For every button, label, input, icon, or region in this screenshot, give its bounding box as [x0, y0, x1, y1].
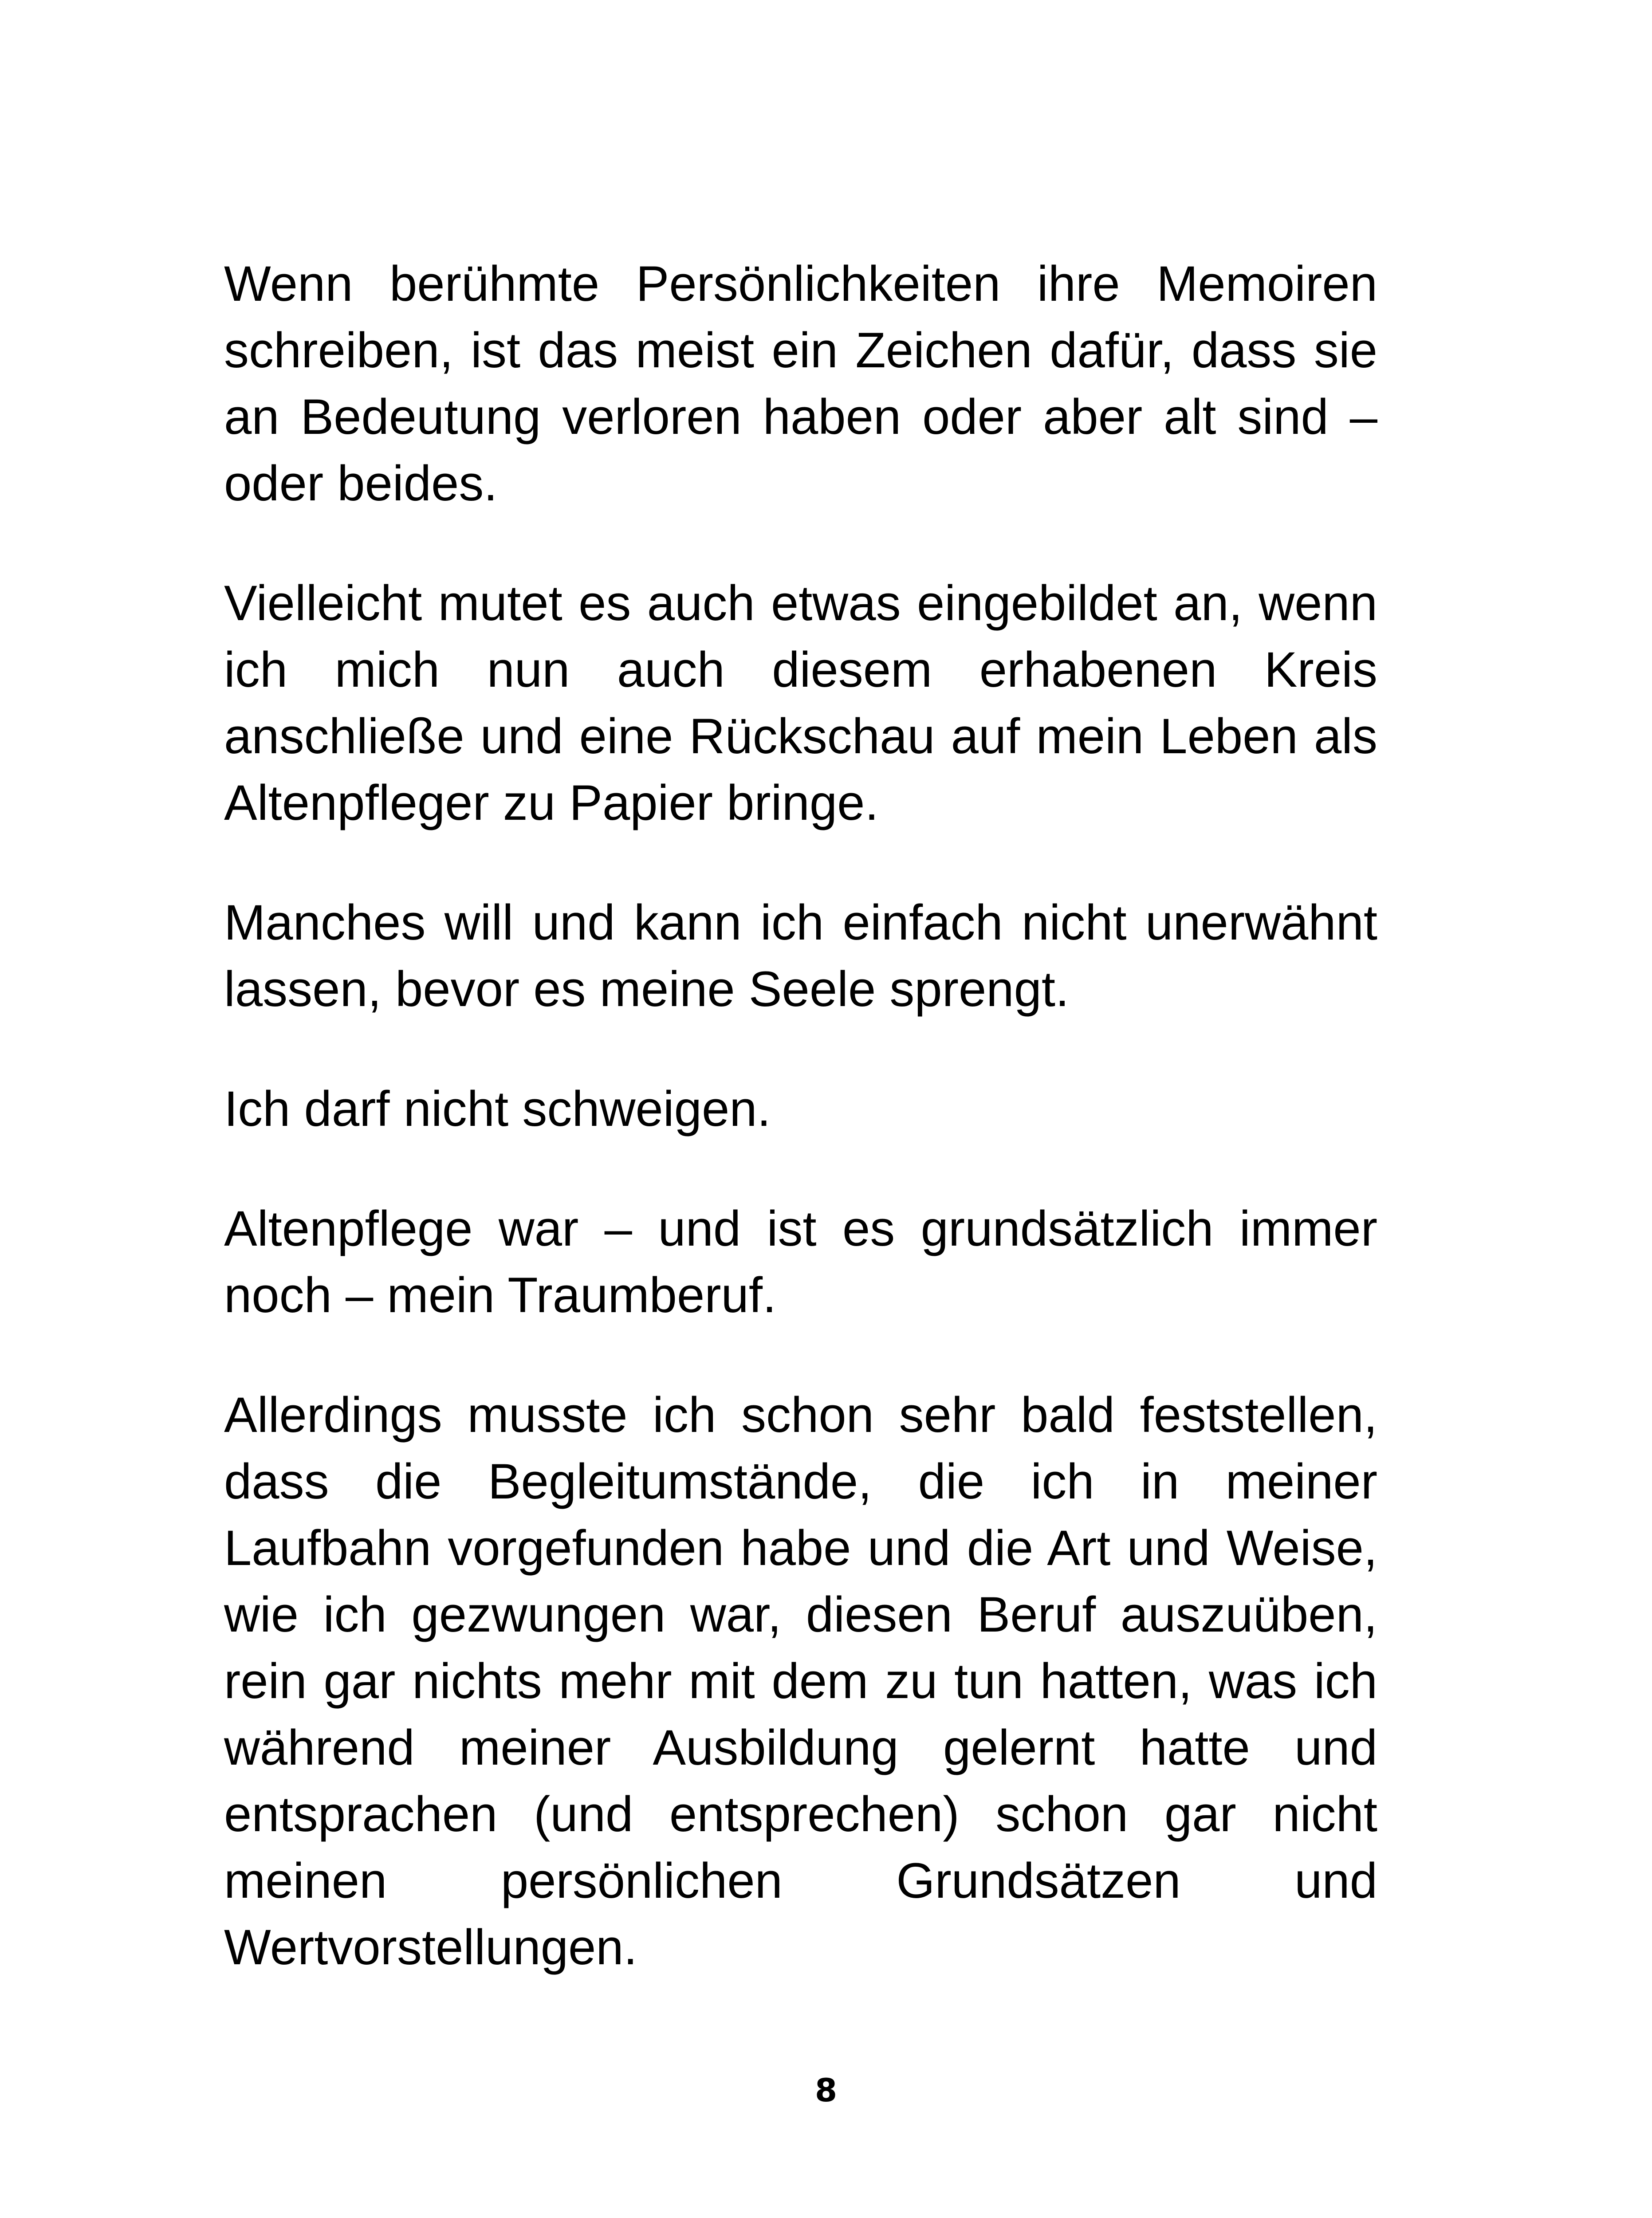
paragraph-5: Altenpflege war – und ist es grundsätzlich immer noch – mein Traumberuf.: [224, 1201, 1377, 1323]
body-text: [224, 251, 1377, 2034]
paragraph-4: Ich darf nicht schweigen.: [224, 1081, 771, 1137]
page-number: 8: [814, 2072, 838, 2109]
paragraph-1: Wenn berühmte Persönlichkeiten ihre Memoiren schreiben, ist das meist ein Zeichen dafür, dass sie an Bedeutung verloren haben oder aber alt sind – oder beides.: [224, 256, 1377, 511]
paragraph-2: Vielleicht mutet es auch etwas eingebildet an, wenn ich mich nun auch diesem erhabenen Kreis anschließe und eine Rückschau auf mein Leben als Altenpfleger zu Papier bringe.: [224, 575, 1377, 830]
paragraph-3: Manches will und kann ich einfach nicht unerwähnt lassen, bevor es meine Seele sprengt.: [224, 895, 1377, 1017]
paragraph-6: Allerdings musste ich schon sehr bald feststellen, dass die Begleitumstände, die ich in meiner Laufbahn vorgefunden habe und die Art und Weise, wie ich gezwungen war, diesen Beruf auszuüben, rein gar nichts mehr mit dem zu tun hatten, was ich während meiner Ausbildung gelernt hatte und entsprachen (und entsprechen) schon gar nicht meinen persönlichen Grundsätzen und Wertvorstellungen.: [224, 1387, 1377, 1975]
